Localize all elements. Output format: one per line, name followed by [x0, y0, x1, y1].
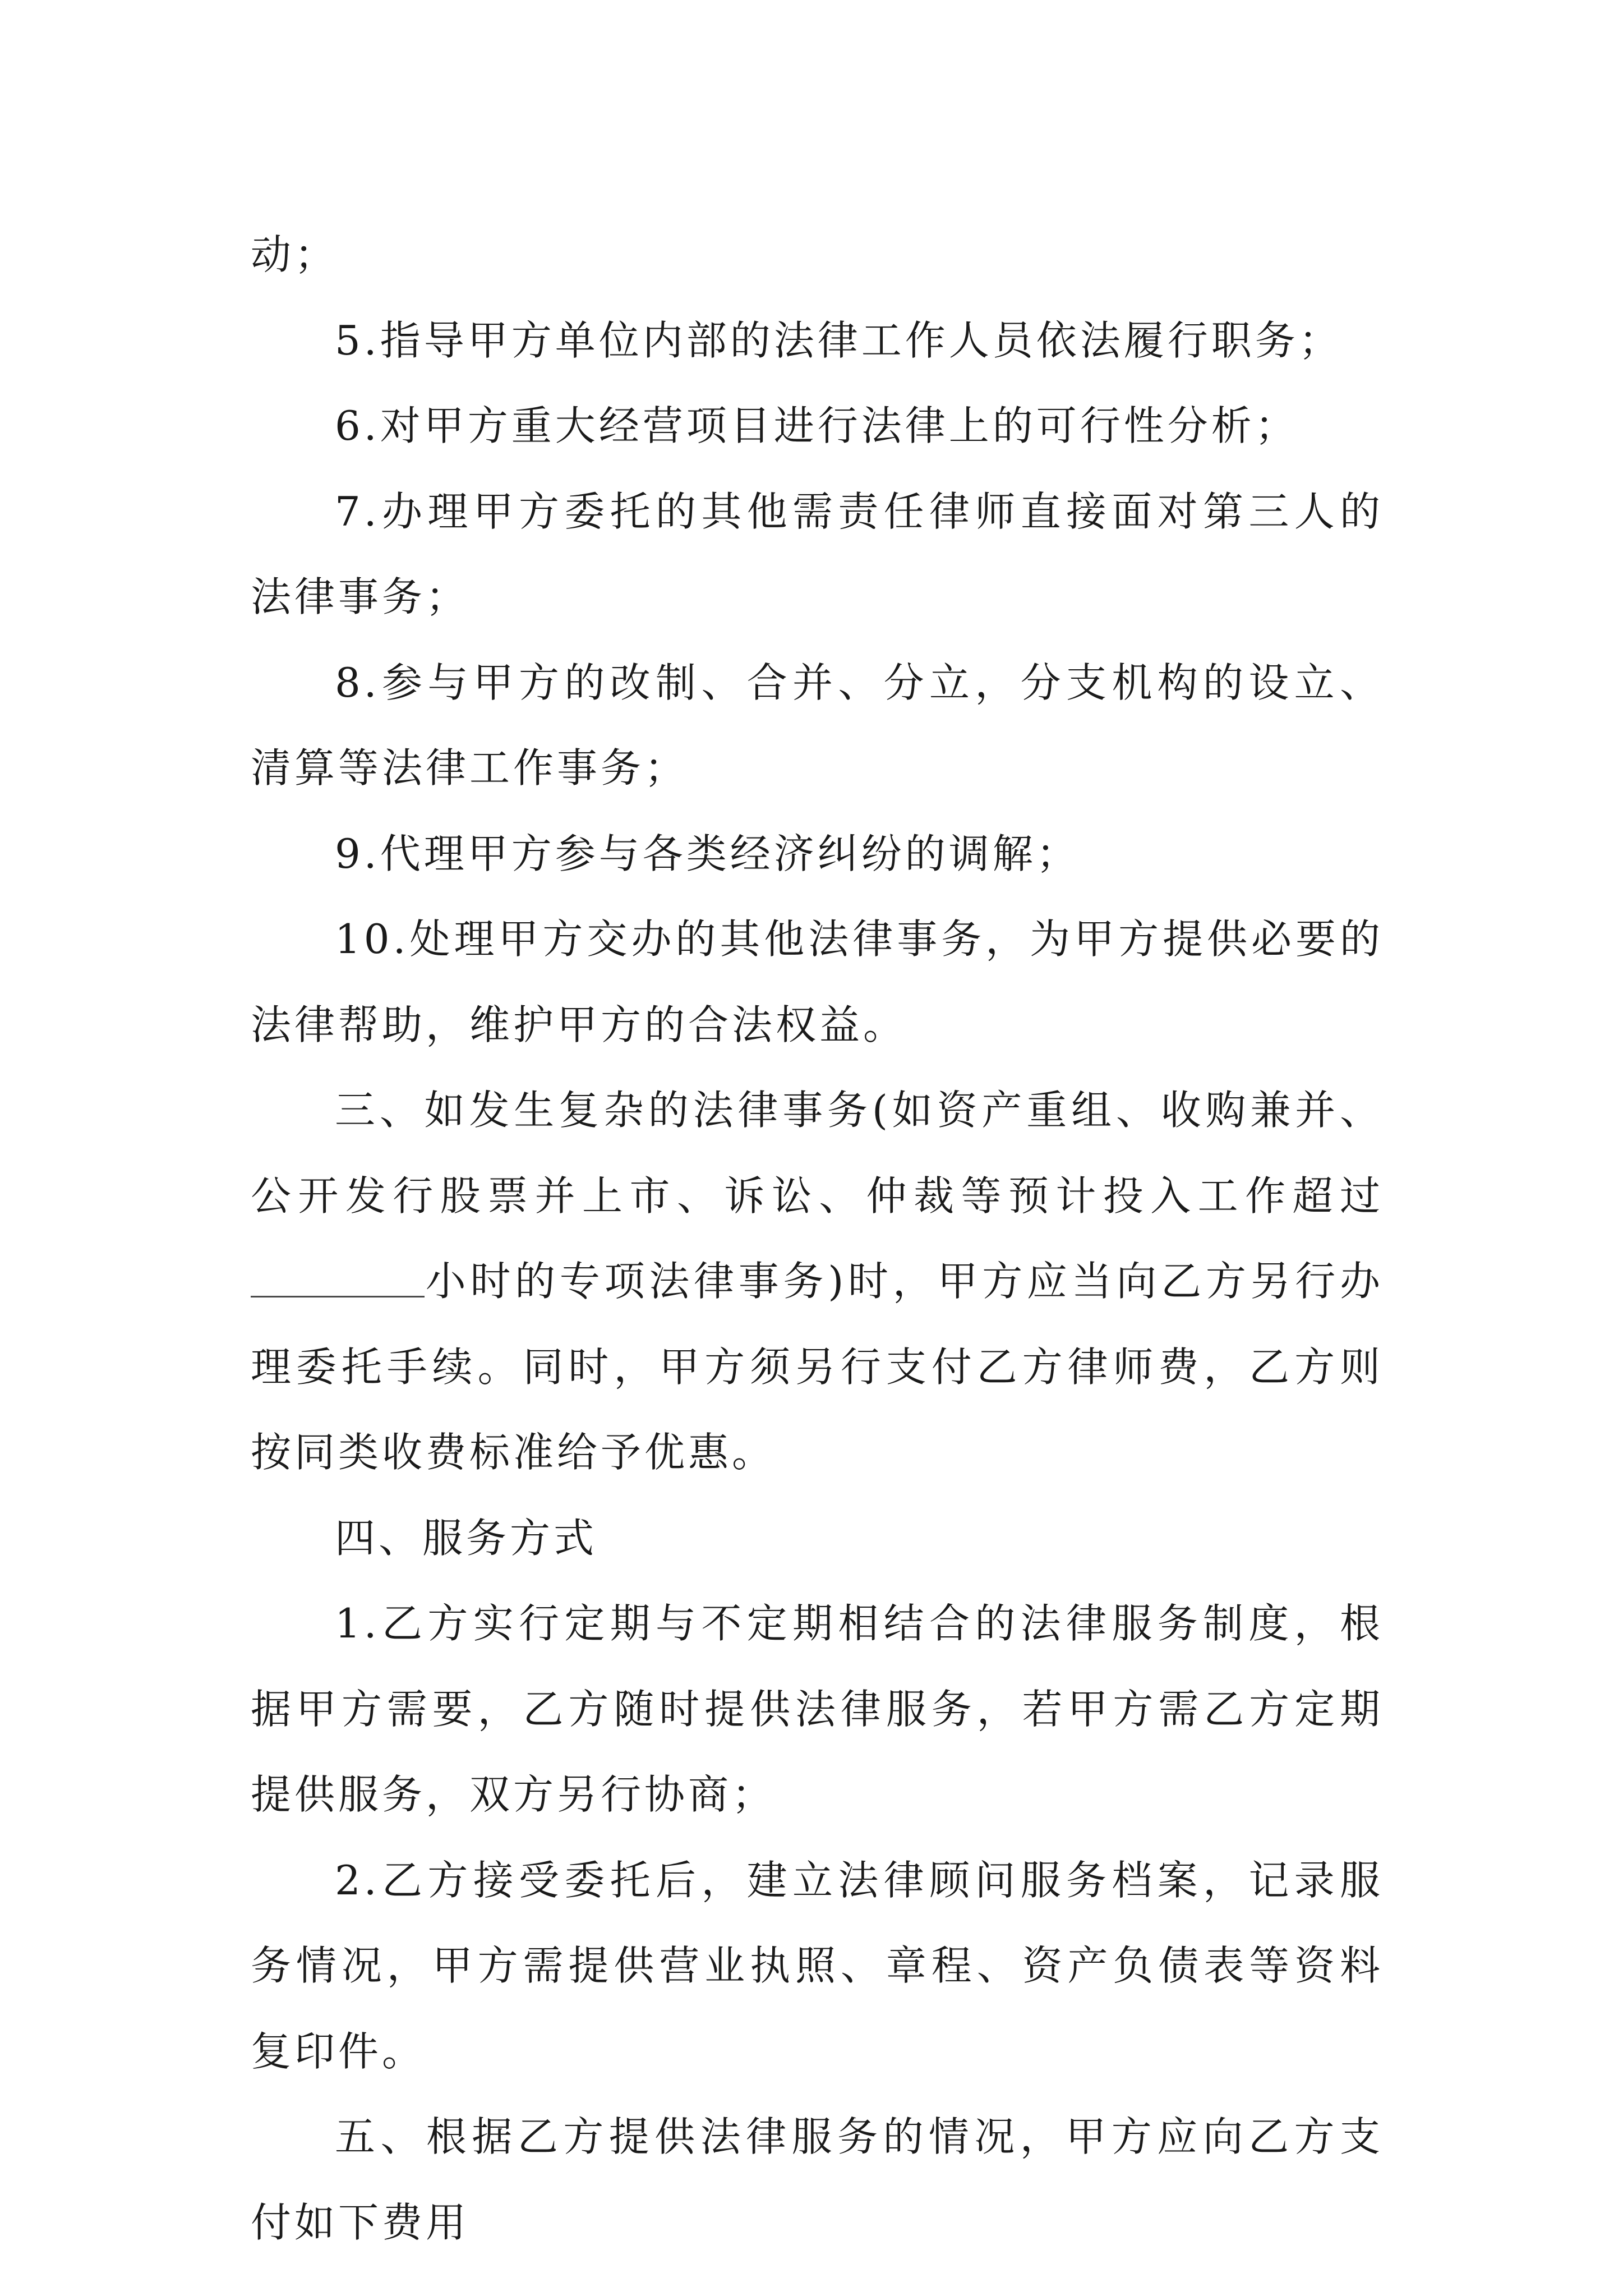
paragraph-service-1: 1.乙方实行定期与不定期相结合的法律服务制度，根据甲方需要，乙方随时提供法律服务，若甲方需乙方定期提供服务，双方另行协商；: [251, 1600, 1384, 1818]
paragraph-item-10: 10.处理甲方交办的其他法律事务，为甲方提供必要的法律帮助，维护甲方的合法权益。: [251, 915, 1384, 1048]
fill-in-blank-hours: [251, 1255, 425, 1297]
document-body: [251, 212, 1384, 2265]
paragraph-continuation: 动；: [251, 231, 339, 278]
paragraph-item-5: 5.指导甲方单位内部的法律工作人员依法履行职务；: [335, 316, 1343, 364]
paragraph-service-2: 2.乙方接受委托后，建立法律顾问服务档案，记录服务情况，甲方需提供营业执照、章程、资产负债表等资料复印件。: [251, 1856, 1384, 2075]
section-3-text-after: 小时的专项法律事务)时，甲方应当向乙方另行办理委托手续。同时，甲方须另行支付乙方律师费，乙方则按同类收费标准给予优惠。: [251, 1258, 1384, 1476]
paragraph-section-5: 五、根据乙方提供法律服务的情况，甲方应向乙方支付如下费用: [251, 2113, 1384, 2246]
paragraph-item-7: 7.办理甲方委托的其他需责任律师直接面对第三人的法律事务；: [251, 487, 1384, 620]
paragraph-item-6: 6.对甲方重大经营项目进行法律上的可行性分析；: [335, 402, 1299, 449]
paragraph-section-3: [251, 1068, 1384, 1496]
section-3-text-before: 三、如发生复杂的法律事务(如资产重组、收购兼并、公开发行股票并上市、诉讼、仲裁等预计投入工作超过: [251, 1087, 1384, 1220]
heading-section-4: 四、服务方式: [335, 1514, 598, 1562]
paragraph-item-8: 8.参与甲方的改制、合并、分立，分支机构的设立、清算等法律工作事务；: [251, 659, 1384, 792]
paragraph-item-9: 9.代理甲方参与各类经济纠纷的调解；: [335, 830, 1080, 877]
